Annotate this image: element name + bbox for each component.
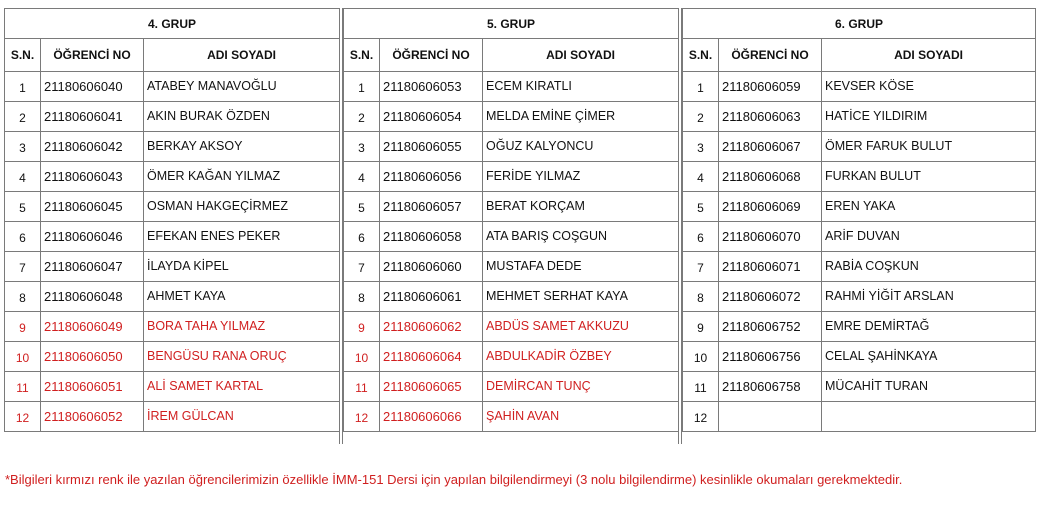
student-name: FERİDE YILMAZ — [483, 162, 679, 192]
row-number: 12 — [5, 402, 41, 432]
table-row — [5, 102, 340, 132]
row-number: 6 — [683, 222, 719, 252]
student-number: 21180606059 — [719, 72, 822, 102]
student-number: 21180606054 — [380, 102, 483, 132]
student-number: 21180606069 — [719, 192, 822, 222]
student-name: FURKAN BULUT — [822, 162, 1036, 192]
student-number: 21180606756 — [719, 342, 822, 372]
student-number: 21180606758 — [719, 372, 822, 402]
student-number: 21180606061 — [380, 282, 483, 312]
row-number: 3 — [5, 132, 41, 162]
table-row — [5, 252, 340, 282]
table-row — [683, 342, 1036, 372]
footnote: *Bilgileri kırmızı renk ile yazılan öğrencilerimizin özellikle İMM-151 Dersi için yapılan bilgilendirmeyi (3 nolu bilgilendirme) kesinlikle okumaları gerekmektedir. — [5, 472, 903, 487]
table-row — [683, 72, 1036, 102]
student-name: EREN YAKA — [822, 192, 1036, 222]
row-number: 12 — [683, 402, 719, 432]
table-row — [683, 102, 1036, 132]
row-number: 8 — [5, 282, 41, 312]
student-number: 21180606065 — [380, 372, 483, 402]
column-header-name: ADI SOYADI — [144, 39, 340, 72]
row-number: 1 — [683, 72, 719, 102]
table-row — [683, 222, 1036, 252]
table-row — [5, 132, 340, 162]
row-number: 3 — [683, 132, 719, 162]
table-row — [5, 222, 340, 252]
row-number: 10 — [344, 342, 380, 372]
student-name: MUSTAFA DEDE — [483, 252, 679, 282]
table-row — [5, 72, 340, 102]
student-name: ABDÜS SAMET AKKUZU — [483, 312, 679, 342]
student-number: 21180606048 — [41, 282, 144, 312]
student-name: BORA TAHA YILMAZ — [144, 312, 340, 342]
table-row — [344, 192, 679, 222]
student-number: 21180606046 — [41, 222, 144, 252]
row-number: 4 — [344, 162, 380, 192]
student-number: 21180606066 — [380, 402, 483, 432]
student-name: ALİ SAMET KARTAL — [144, 372, 340, 402]
table-row — [683, 162, 1036, 192]
table-row — [344, 222, 679, 252]
student-name: ATA BARIŞ COŞGUN — [483, 222, 679, 252]
row-number: 10 — [683, 342, 719, 372]
table-row — [683, 372, 1036, 402]
student-number: 21180606041 — [41, 102, 144, 132]
row-number: 10 — [5, 342, 41, 372]
student-number: 21180606042 — [41, 132, 144, 162]
student-number: 21180606068 — [719, 162, 822, 192]
row-number: 1 — [344, 72, 380, 102]
row-number: 9 — [683, 312, 719, 342]
row-number: 6 — [344, 222, 380, 252]
student-name: EFEKAN ENES PEKER — [144, 222, 340, 252]
student-number: 21180606045 — [41, 192, 144, 222]
student-number: 21180606063 — [719, 102, 822, 132]
table-row — [344, 282, 679, 312]
table-row — [344, 402, 679, 432]
student-name: OĞUZ KALYONCU — [483, 132, 679, 162]
table-row — [5, 342, 340, 372]
table-row — [5, 192, 340, 222]
student-number: 21180606051 — [41, 372, 144, 402]
table-row — [5, 282, 340, 312]
row-number: 7 — [5, 252, 41, 282]
student-name: ECEM KIRATLI — [483, 72, 679, 102]
row-number: 9 — [344, 312, 380, 342]
student-number: 21180606055 — [380, 132, 483, 162]
table-row — [344, 162, 679, 192]
row-number: 7 — [683, 252, 719, 282]
student-number: 21180606056 — [380, 162, 483, 192]
student-name: AKIN BURAK ÖZDEN — [144, 102, 340, 132]
table-row — [683, 132, 1036, 162]
table-row — [344, 102, 679, 132]
student-number: 21180606047 — [41, 252, 144, 282]
row-number: 11 — [683, 372, 719, 402]
group-tables — [4, 8, 1035, 444]
student-number: 21180606058 — [380, 222, 483, 252]
table-row — [683, 402, 1036, 432]
column-header-no: ÖĞRENCİ NO — [719, 39, 822, 72]
student-number: 21180606070 — [719, 222, 822, 252]
student-number: 21180606072 — [719, 282, 822, 312]
row-number: 4 — [5, 162, 41, 192]
group-title: 6. GRUP — [683, 9, 1036, 39]
group-table — [343, 8, 679, 432]
column-header-sn: S.N. — [683, 39, 719, 72]
student-name: İLAYDA KİPEL — [144, 252, 340, 282]
group-table — [682, 8, 1036, 432]
row-number: 4 — [683, 162, 719, 192]
row-number: 11 — [5, 372, 41, 402]
table-row — [683, 312, 1036, 342]
student-number: 21180606064 — [380, 342, 483, 372]
student-name: BERKAY AKSOY — [144, 132, 340, 162]
student-name: MEHMET SERHAT KAYA — [483, 282, 679, 312]
row-number: 7 — [344, 252, 380, 282]
row-number: 5 — [5, 192, 41, 222]
student-number: 21180606040 — [41, 72, 144, 102]
student-name: ARİF DUVAN — [822, 222, 1036, 252]
row-number: 11 — [344, 372, 380, 402]
table-row — [344, 132, 679, 162]
table-row — [683, 252, 1036, 282]
student-name: BENGÜSU RANA ORUÇ — [144, 342, 340, 372]
table-row — [5, 402, 340, 432]
table-row — [344, 312, 679, 342]
student-number: 21180606062 — [380, 312, 483, 342]
row-number: 2 — [344, 102, 380, 132]
table-row — [5, 372, 340, 402]
column-header-name: ADI SOYADI — [822, 39, 1036, 72]
student-name: CELAL ŞAHİNKAYA — [822, 342, 1036, 372]
student-name: KEVSER KÖSE — [822, 72, 1036, 102]
row-number: 8 — [344, 282, 380, 312]
table-row — [344, 342, 679, 372]
table-row — [5, 312, 340, 342]
student-name: DEMİRCAN TUNÇ — [483, 372, 679, 402]
student-number: 21180606067 — [719, 132, 822, 162]
student-number: 21180606752 — [719, 312, 822, 342]
group-title: 4. GRUP — [5, 9, 340, 39]
row-number: 1 — [5, 72, 41, 102]
table-row — [5, 162, 340, 192]
student-name: ATABEY MANAVOĞLU — [144, 72, 340, 102]
table-row — [344, 372, 679, 402]
row-number: 5 — [683, 192, 719, 222]
student-number: 21180606053 — [380, 72, 483, 102]
student-name: BERAT KORÇAM — [483, 192, 679, 222]
row-number: 2 — [5, 102, 41, 132]
student-name: MÜCAHİT TURAN — [822, 372, 1036, 402]
student-name: RAHMİ YİĞİT ARSLAN — [822, 282, 1036, 312]
student-name: ÖMER FARUK BULUT — [822, 132, 1036, 162]
student-number: 21180606043 — [41, 162, 144, 192]
group-title: 5. GRUP — [344, 9, 679, 39]
student-name: MELDA EMİNE ÇİMER — [483, 102, 679, 132]
student-name: ABDULKADİR ÖZBEY — [483, 342, 679, 372]
student-name: ÖMER KAĞAN YILMAZ — [144, 162, 340, 192]
column-header-sn: S.N. — [344, 39, 380, 72]
row-number: 12 — [344, 402, 380, 432]
student-number: 21180606049 — [41, 312, 144, 342]
student-number: 21180606052 — [41, 402, 144, 432]
column-header-name: ADI SOYADI — [483, 39, 679, 72]
row-number: 9 — [5, 312, 41, 342]
column-header-no: ÖĞRENCİ NO — [41, 39, 144, 72]
student-number: 21180606060 — [380, 252, 483, 282]
column-header-no: ÖĞRENCİ NO — [380, 39, 483, 72]
student-name: ŞAHİN AVAN — [483, 402, 679, 432]
row-number: 5 — [344, 192, 380, 222]
student-name: OSMAN HAKGEÇİRMEZ — [144, 192, 340, 222]
group-table — [4, 8, 340, 432]
row-number: 2 — [683, 102, 719, 132]
table-row — [344, 72, 679, 102]
row-number: 6 — [5, 222, 41, 252]
student-name: RABİA COŞKUN — [822, 252, 1036, 282]
student-number: 21180606057 — [380, 192, 483, 222]
student-name: İREM GÜLCAN — [144, 402, 340, 432]
row-number: 8 — [683, 282, 719, 312]
student-number — [719, 402, 822, 432]
student-name — [822, 402, 1036, 432]
student-name: AHMET KAYA — [144, 282, 340, 312]
table-row — [683, 192, 1036, 222]
student-number: 21180606050 — [41, 342, 144, 372]
column-header-sn: S.N. — [5, 39, 41, 72]
student-name: HATİCE YILDIRIM — [822, 102, 1036, 132]
student-name: EMRE DEMİRTAĞ — [822, 312, 1036, 342]
table-row — [683, 282, 1036, 312]
student-number: 21180606071 — [719, 252, 822, 282]
row-number: 3 — [344, 132, 380, 162]
table-row — [344, 252, 679, 282]
